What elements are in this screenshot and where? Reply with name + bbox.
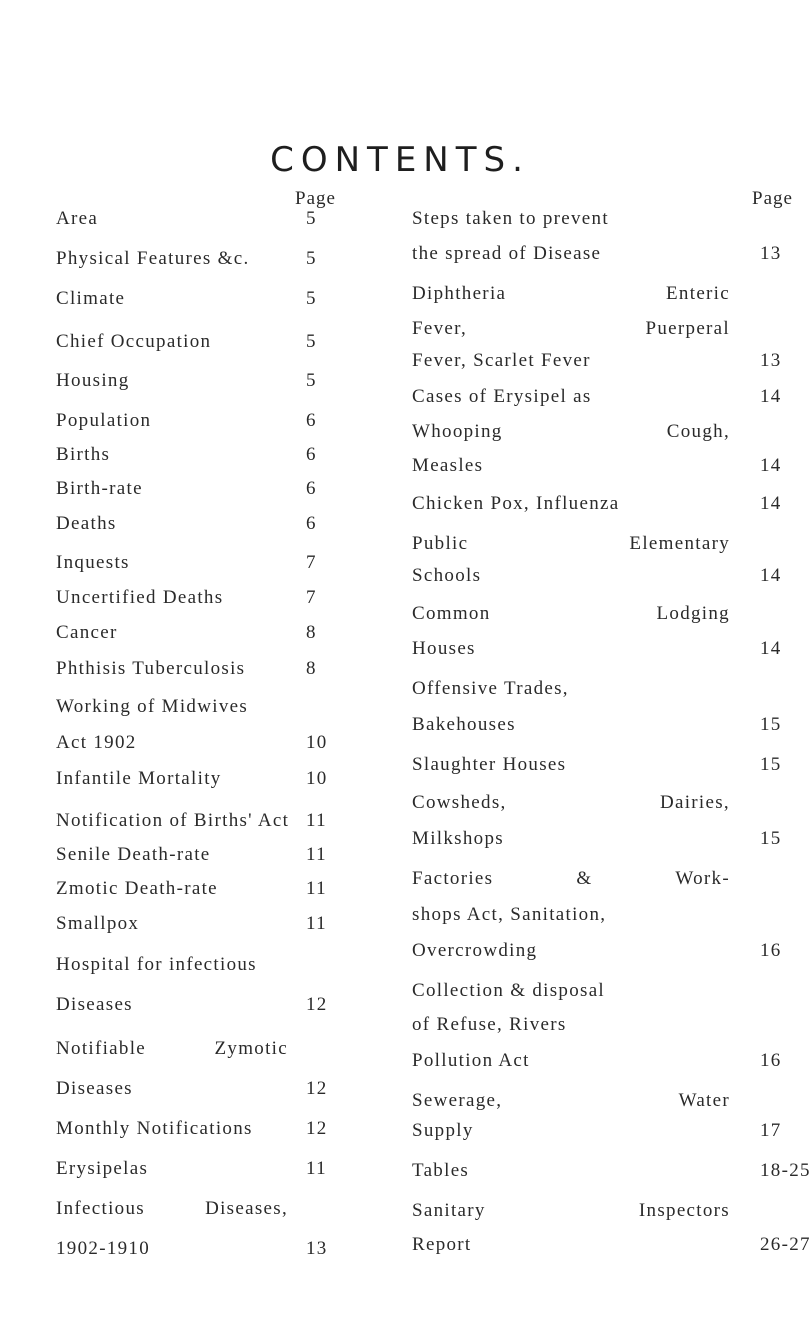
entry-word: Factories (412, 868, 494, 889)
entry-page-number: 26-27 (760, 1234, 811, 1255)
entry-title-line: Cancer (56, 622, 118, 643)
entry-title-line (412, 1200, 730, 1222)
entry-title-line (412, 283, 730, 305)
entry-title-line: Working of Midwives (56, 696, 249, 717)
entry-title-line: Senile Death-rate (56, 844, 211, 865)
entry-page-number: 8 (306, 622, 317, 643)
entry-word: Elementary (629, 533, 730, 554)
entry-title-line: Pollution Act (412, 1050, 530, 1071)
entry-word: Sewerage, (412, 1090, 503, 1111)
entry-title-line: Overcrowding (412, 940, 538, 961)
entry-word: Water (678, 1090, 730, 1111)
entry-title-line: Zmotic Death-rate (56, 878, 218, 899)
entry-title-line: Chicken Pox, Influenza (412, 493, 620, 514)
entry-page-number: 6 (306, 444, 317, 465)
entry-page-number: 11 (306, 878, 327, 899)
entry-title-line: Phthisis Tuberculosis (56, 658, 246, 679)
entry-page-number: 13 (760, 243, 782, 264)
entry-title-line: Supply (412, 1120, 474, 1141)
entry-title-line: Schools (412, 565, 482, 586)
entry-page-number: 14 (760, 565, 782, 586)
entry-word: Public (412, 533, 469, 554)
entry-title-line: Monthly Notifications (56, 1118, 253, 1139)
entry-word: Inspectors (638, 1200, 730, 1221)
entry-title-line: of Refuse, Rivers (412, 1014, 567, 1035)
page-column-header-left: Page (295, 188, 336, 209)
entry-title-line: Bakehouses (412, 714, 516, 735)
entry-title-line (56, 1198, 288, 1220)
entry-page-number: 14 (760, 638, 782, 659)
entry-title-line: Milkshops (412, 828, 504, 849)
entry-title-line: Physical Features &c. (56, 248, 250, 269)
entry-title-line: Uncertified Deaths (56, 587, 224, 608)
entry-title-line: Measles (412, 455, 484, 476)
entry-word: Dairies, (659, 792, 730, 813)
entry-page-number: 11 (306, 913, 327, 934)
entry-page-number: 5 (306, 370, 317, 391)
entry-title-line: Chief Occupation (56, 331, 212, 352)
entry-title-line: Houses (412, 638, 476, 659)
entry-page-number: 18-25 (760, 1160, 811, 1181)
entry-title-line: Area (56, 208, 99, 229)
entry-word: Cough, (666, 421, 730, 442)
entry-title-line: Inquests (56, 552, 130, 573)
entry-word: Notifiable (56, 1038, 147, 1059)
entry-page-number: 12 (306, 1078, 328, 1099)
entry-title-line: Climate (56, 288, 126, 309)
entry-title-line: Diseases (56, 1078, 133, 1099)
entry-title-line (412, 868, 730, 890)
entry-word: Diseases, (205, 1198, 288, 1219)
entry-word: Enteric (666, 283, 730, 304)
entry-page-number: 17 (760, 1120, 782, 1141)
entry-page-number: 12 (306, 1118, 328, 1139)
entry-title-line: Report (412, 1234, 472, 1255)
entry-page-number: 7 (306, 552, 317, 573)
entry-page-number: 11 (306, 810, 327, 831)
entry-title-line: Steps taken to prevent (412, 208, 609, 229)
entry-word: Sanitary (412, 1200, 486, 1221)
entry-word: Diphtheria (412, 283, 507, 304)
entry-page-number: 13 (306, 1238, 328, 1259)
entry-page-number: 6 (306, 478, 317, 499)
entry-page-number: 14 (760, 455, 782, 476)
entry-word: Lodging (656, 603, 730, 624)
entry-title-line: Hospital for infectious (56, 954, 257, 975)
entry-title-line: Erysipelas (56, 1158, 149, 1179)
entry-page-number: 5 (306, 248, 317, 269)
entry-title-line: 1902-1910 (56, 1238, 151, 1259)
entry-title-line: Smallpox (56, 913, 140, 934)
entry-page-number: 6 (306, 410, 317, 431)
entry-title-line (412, 1090, 730, 1112)
entry-title-line: Notification of Births' Act (56, 810, 290, 831)
entry-page-number: 5 (306, 208, 317, 229)
page-title: CONTENTS. (270, 140, 530, 180)
entry-title-line: shops Act, Sanitation, (412, 904, 607, 925)
entry-title-line (412, 318, 730, 340)
entry-page-number: 15 (760, 714, 782, 735)
entry-title-line: Births (56, 444, 111, 465)
entry-page-number: 14 (760, 386, 782, 407)
entry-title-line: Housing (56, 370, 130, 391)
entry-page-number: 5 (306, 288, 317, 309)
entry-page-number: 11 (306, 1158, 327, 1179)
entry-title-line: Cases of Erysipel as (412, 386, 592, 407)
entry-title-line: the spread of Disease (412, 243, 602, 264)
entry-page-number: 10 (306, 768, 328, 789)
entry-title-line: Collection & disposal (412, 980, 606, 1001)
entry-page-number: 10 (306, 732, 328, 753)
entry-title-line: Act 1902 (56, 732, 137, 753)
entry-page-number: 8 (306, 658, 317, 679)
entry-title-line (412, 533, 730, 555)
entry-title-line: Deaths (56, 513, 117, 534)
entry-title-line: Tables (412, 1160, 470, 1181)
entry-word: Zymotic (214, 1038, 288, 1059)
entry-title-line: Offensive Trades, (412, 678, 569, 699)
entry-page-number: 16 (760, 1050, 782, 1071)
entry-page-number: 13 (760, 350, 782, 371)
entry-title-line: Birth-rate (56, 478, 143, 499)
entry-word: Puerperal (645, 318, 730, 339)
entry-page-number: 5 (306, 331, 317, 352)
entry-page-number: 11 (306, 844, 327, 865)
entry-page-number: 7 (306, 587, 317, 608)
entry-word: & (576, 868, 593, 889)
entry-title-line (56, 1038, 288, 1060)
page-column-header-right: Page (752, 188, 793, 209)
entry-page-number: 6 (306, 513, 317, 534)
entry-title-line (412, 603, 730, 625)
entry-title-line: Fever, Scarlet Fever (412, 350, 591, 371)
entry-page-number: 14 (760, 493, 782, 514)
entry-title-line: Diseases (56, 994, 133, 1015)
entry-page-number: 15 (760, 754, 782, 775)
entry-page-number: 16 (760, 940, 782, 961)
entry-word: Whooping (412, 421, 503, 442)
entry-title-line: Population (56, 410, 152, 431)
entry-word: Fever, (412, 318, 468, 339)
entry-title-line: Infantile Mortality (56, 768, 222, 789)
entry-title-line (412, 421, 730, 443)
entry-title-line (412, 792, 730, 814)
entry-page-number: 12 (306, 994, 328, 1015)
entry-word: Common (412, 603, 491, 624)
entry-word: Infectious (56, 1198, 145, 1219)
entry-title-line: Slaughter Houses (412, 754, 567, 775)
entry-page-number: 15 (760, 828, 782, 849)
entry-word: Cowsheds, (412, 792, 507, 813)
entry-word: Work- (675, 868, 730, 889)
